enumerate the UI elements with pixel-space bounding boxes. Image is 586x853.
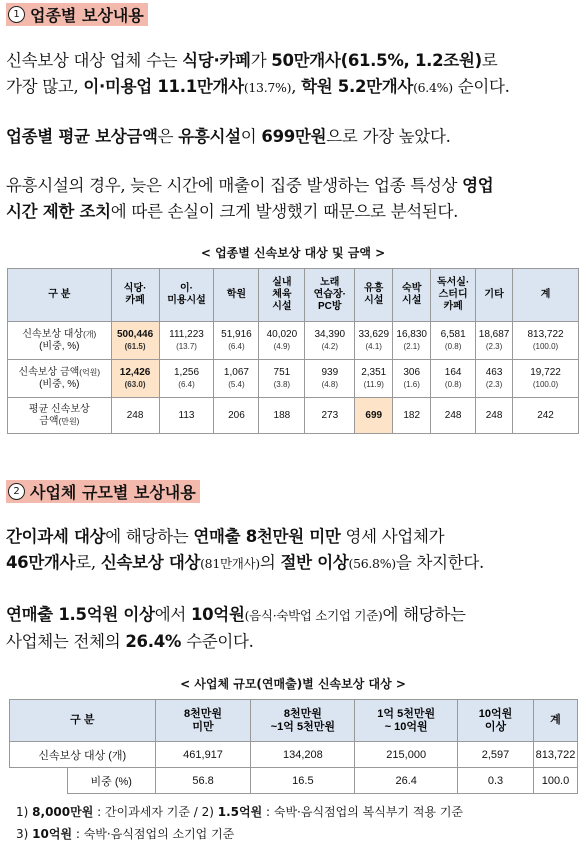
header-cell: 구 분 — [8, 269, 112, 322]
table-cell: 215,000 — [355, 742, 458, 768]
row-label: 신속보상 대상(개) (비중, %) — [8, 322, 112, 360]
header-cell: 숙박 시설 — [393, 269, 431, 322]
section2-title — [6, 480, 200, 503]
section-number: 2 — [8, 483, 25, 500]
header-cell: 이· 미용시설 — [159, 269, 214, 322]
table-cell: 40,020 (4.9) — [259, 322, 305, 360]
row-label: 평균 신속보상 금액(만원) — [8, 398, 112, 434]
table-cell: 273 — [305, 398, 355, 434]
table-cell: 34,390 (4.2) — [305, 322, 355, 360]
table-row — [8, 360, 579, 398]
table-header-row — [10, 700, 578, 742]
table-row — [8, 398, 579, 434]
header-cell: 8천만원 ~1억 5천만원 — [251, 700, 355, 742]
table-cell: 248 — [431, 398, 476, 434]
table2-caption: < 사업체 규모(연매출)별 신속보상 대상 > — [180, 677, 406, 691]
header-cell: 유흥 시설 — [355, 269, 393, 322]
section1-title — [6, 3, 148, 26]
table-cell: 26.4 — [355, 768, 458, 794]
table-cell: 751 (3.8) — [259, 360, 305, 398]
section-title-text: 업종별 보상내용 — [30, 6, 144, 25]
table-cell: 182 — [393, 398, 431, 434]
header-cell: 식당· 카페 — [111, 269, 159, 322]
table-cell: 248 — [476, 398, 513, 434]
table-cell: 33,629 (4.1) — [355, 322, 393, 360]
table-cell: 16,830 (2.1) — [393, 322, 431, 360]
table-cell: 206 — [214, 398, 259, 434]
section2-paragraph2: 연매출 1.5억원 이상에서 10억원(음식·숙박업 소기업 기준)에 해당하는 사업체는 전체의 26.4% 수준이다. — [6, 605, 466, 651]
table-cell: 463 (2.3) — [476, 360, 513, 398]
header-cell: 1억 5천만원 ~ 10억원 — [355, 700, 458, 742]
table-cell: 51,916 (6.4) — [214, 322, 259, 360]
table-cell: 248 — [111, 398, 159, 434]
section1-paragraph1: 신속보상 대상 업체 수는 식당·카페가 50만개사(61.5%, 1.2조원)로 가장 많고, 이·미용업 11.1만개사(13.7%), 학원 5.2만개사(6.4%) 순이다. — [6, 51, 510, 96]
section1-paragraph3: 유흥시설의 경우, 늦은 시간에 매출이 집중 발생하는 업종 특성상 영업 시간 제한 조치에 따른 손실이 크게 발생했기 때문으로 분석된다. — [6, 176, 494, 221]
section-title-text: 사업체 규모별 보상내용 — [30, 483, 196, 502]
table-cell: 500,446 (61.5) — [111, 322, 159, 360]
table-cell: 164 (0.8) — [431, 360, 476, 398]
row-label: 신속보상 금액(억원) (비중, %) — [8, 360, 112, 398]
row-label: 비중 (%) — [67, 768, 155, 794]
section1-paragraph2: 업종별 평균 보상금액은 유흥시설이 699만원으로 가장 높았다. — [6, 127, 451, 146]
section2-paragraph1: 간이과세 대상에 해당하는 연매출 8천만원 미만 영세 사업체가 46만개사로, 신속보상 대상(81만개사)의 절반 이상(56.8%)을 차지한다. — [6, 527, 484, 572]
table-cell: 56.8 — [155, 768, 251, 794]
table-cell: 111,223 (13.7) — [159, 322, 214, 360]
table-cell: 813,722 (100.0) — [513, 322, 579, 360]
industry-table — [7, 268, 579, 434]
table-header-row — [8, 269, 579, 322]
table-cell: 12,426 (63.0) — [111, 360, 159, 398]
header-cell: 학원 — [214, 269, 259, 322]
table-cell: 100.0 — [533, 768, 577, 794]
table-cell: 699 — [355, 398, 393, 434]
table1-caption: < 업종별 신속보상 대상 및 금액 > — [200, 246, 386, 260]
header-cell: 실내 체육 시설 — [259, 269, 305, 322]
table-cell: 2,351 (11.9) — [355, 360, 393, 398]
header-cell: 기타 — [476, 269, 513, 322]
table-cell: 813,722 — [533, 742, 577, 768]
table-cell: 134,208 — [251, 742, 355, 768]
table-cell: 2,597 — [458, 742, 534, 768]
header-cell: 노래 연습장· PC방 — [305, 269, 355, 322]
header-cell: 10억원 이상 — [458, 700, 534, 742]
table-cell: 6,581 (0.8) — [431, 322, 476, 360]
row-label: 신속보상 대상 (개) — [10, 742, 156, 768]
header-cell: 계 — [533, 700, 577, 742]
table-row — [8, 322, 579, 360]
table-cell: 18,687 (2.3) — [476, 322, 513, 360]
footnote-1-2: 1) 8,000만원 : 간이과세자 기준 / 2) 1.5억원 : 숙박·음식점업의 복식부기 적용 기준 — [16, 805, 464, 819]
table-cell: 461,917 — [155, 742, 251, 768]
table-cell: 939 (4.8) — [305, 360, 355, 398]
table-cell: 0.3 — [458, 768, 534, 794]
header-cell: 계 — [513, 269, 579, 322]
table-cell: 1,256 (6.4) — [159, 360, 214, 398]
table-cell: 1,067 (5.4) — [214, 360, 259, 398]
header-cell: 구 분 — [10, 700, 156, 742]
table-row — [10, 768, 578, 794]
header-cell: 독서실· 스터디 카페 — [431, 269, 476, 322]
table-cell: 19,722 (100.0) — [513, 360, 579, 398]
row-spacer — [10, 768, 68, 794]
table-cell: 16.5 — [251, 768, 355, 794]
table-cell: 113 — [159, 398, 214, 434]
table-cell: 242 — [513, 398, 579, 434]
table-cell: 188 — [259, 398, 305, 434]
footnote-3: 3) 10억원 : 숙박·음식점업의 소기업 기준 — [16, 827, 235, 841]
table-row — [10, 742, 578, 768]
table-cell: 306 (1.6) — [393, 360, 431, 398]
size-table — [9, 699, 578, 794]
header-cell: 8천만원 미만 — [155, 700, 251, 742]
section-number: 1 — [8, 6, 25, 23]
